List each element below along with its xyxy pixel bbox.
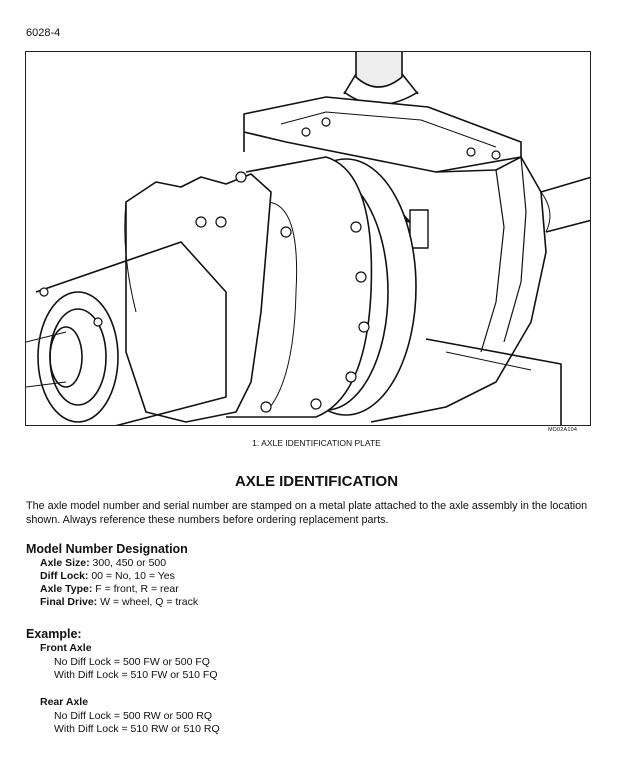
- figure-code: MD02A104: [548, 427, 578, 433]
- spec-diff-lock: Diff Lock: 00 = No, 10 = Yes: [40, 570, 175, 582]
- rear-axle-label: Rear Axle: [40, 696, 89, 708]
- spec-final-drive: Final Drive: W = wheel, Q = track: [40, 596, 199, 608]
- example-heading: Example:: [26, 627, 82, 641]
- spec-axle-type: Axle Type: F = front, R = rear: [40, 583, 179, 595]
- intro-paragraph: The axle model number and serial number are stamped on a metal plate attached to the axle assembly in the location shown. Always reference these numbers before ordering replacement parts.: [26, 500, 588, 526]
- rear-axle-line-2: With Diff Lock = 510 RW or 510 RQ: [54, 723, 220, 735]
- front-axle-label: Front Axle: [40, 642, 92, 654]
- spec-axle-size: Axle Size: 300, 450 or 500: [40, 557, 167, 569]
- axle-illustration: [25, 51, 591, 426]
- figure-caption: 1. AXLE IDENTIFICATION PLATE: [252, 438, 381, 448]
- section-title: AXLE IDENTIFICATION: [234, 473, 399, 490]
- front-axle-line-1: No Diff Lock = 500 FW or 500 FQ: [54, 656, 210, 668]
- model-designation-heading: Model Number Designation: [26, 542, 188, 556]
- axle-drawing: [26, 52, 591, 426]
- rear-axle-line-1: No Diff Lock = 500 RW or 500 RQ: [54, 710, 213, 722]
- page-number: 6028-4: [26, 27, 61, 39]
- front-axle-line-2: With Diff Lock = 510 FW or 510 FQ: [54, 669, 218, 681]
